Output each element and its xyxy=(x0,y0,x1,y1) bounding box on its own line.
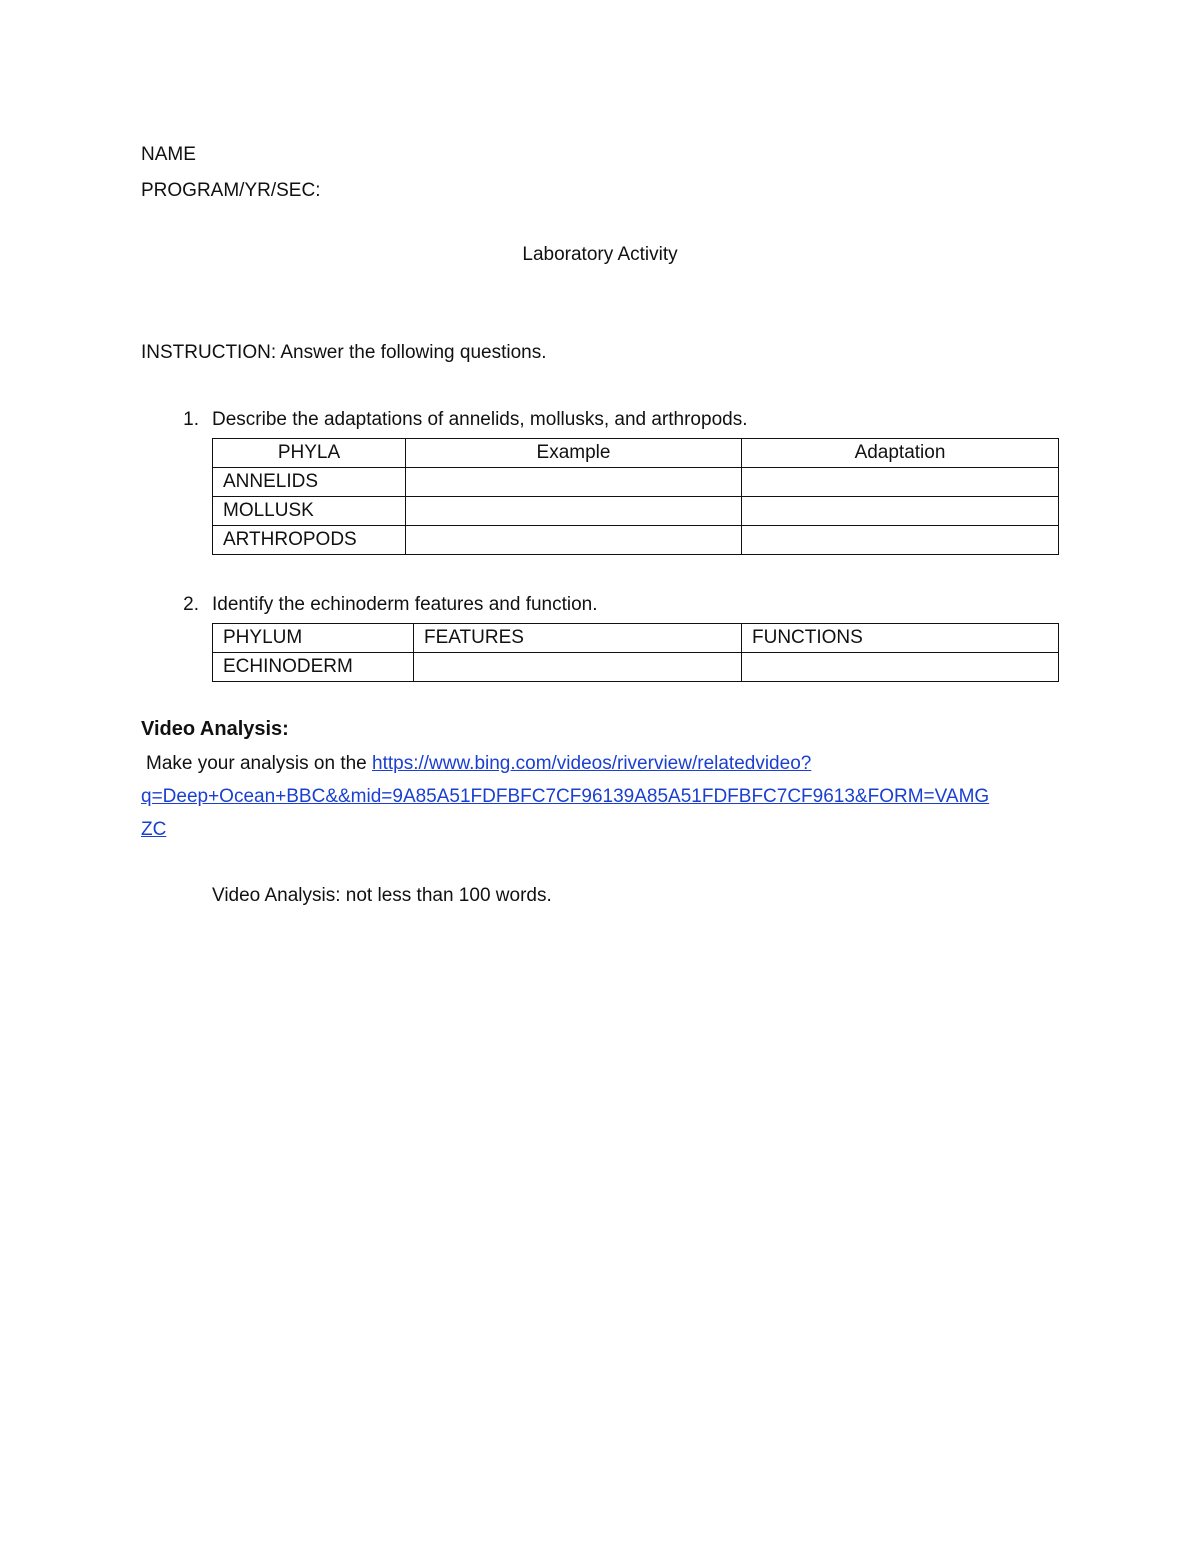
echinoderm-table xyxy=(212,623,1059,682)
features-cell[interactable] xyxy=(414,653,742,682)
phylum-cell: ANNELIDS xyxy=(213,468,406,497)
table-header-cell: FEATURES xyxy=(414,624,742,653)
video-intro-text: Make your analysis on the xyxy=(146,753,373,774)
table-row xyxy=(213,526,1059,555)
video-analysis-intro xyxy=(146,753,811,775)
video-link-continuation[interactable]: ZC xyxy=(141,819,167,840)
question-2-text: Identify the echinoderm features and function. xyxy=(212,594,598,615)
question-1-number: 1. xyxy=(183,409,199,430)
table-header-cell: FUNCTIONS xyxy=(742,624,1059,653)
word-requirement: Video Analysis: not less than 100 words. xyxy=(212,885,552,906)
instruction-text: INSTRUCTION: Answer the following questions. xyxy=(141,342,547,363)
example-cell[interactable] xyxy=(406,497,742,526)
adaptation-cell[interactable] xyxy=(742,526,1059,555)
document-title: Laboratory Activity xyxy=(522,244,678,265)
table-header-cell: Example xyxy=(406,439,742,468)
table-row xyxy=(213,468,1059,497)
video-link-continuation[interactable]: q=Deep+Ocean+BBC&&mid=9A85A51FDFBFC7CF96139A85A51FDFBFC7CF9613&FORM=VAMG xyxy=(141,786,990,807)
question-1-text: Describe the adaptations of annelids, mollusks, and arthropods. xyxy=(212,409,748,430)
question-2-number: 2. xyxy=(183,594,199,615)
phyla-adaptation-table xyxy=(212,438,1059,555)
program-label: PROGRAM/YR/SEC: xyxy=(141,180,321,201)
table-row xyxy=(213,497,1059,526)
table-row xyxy=(213,653,1059,682)
functions-cell[interactable] xyxy=(742,653,1059,682)
example-cell[interactable] xyxy=(406,468,742,497)
table-header-cell: Adaptation xyxy=(742,439,1059,468)
example-cell[interactable] xyxy=(406,526,742,555)
phylum-cell: MOLLUSK xyxy=(213,497,406,526)
table-header-cell: PHYLUM xyxy=(213,624,414,653)
table-header-row xyxy=(213,624,1059,653)
video-analysis-heading: Video Analysis: xyxy=(141,718,289,740)
name-label: NAME xyxy=(141,144,196,165)
phylum-cell: ARTHROPODS xyxy=(213,526,406,555)
adaptation-cell[interactable] xyxy=(742,468,1059,497)
adaptation-cell[interactable] xyxy=(742,497,1059,526)
table-header-row xyxy=(213,439,1059,468)
phylum-cell: ECHINODERM xyxy=(213,653,414,682)
video-link[interactable]: https://www.bing.com/videos/riverview/relatedvideo? xyxy=(372,753,812,774)
table-header-cell: PHYLA xyxy=(213,439,406,468)
